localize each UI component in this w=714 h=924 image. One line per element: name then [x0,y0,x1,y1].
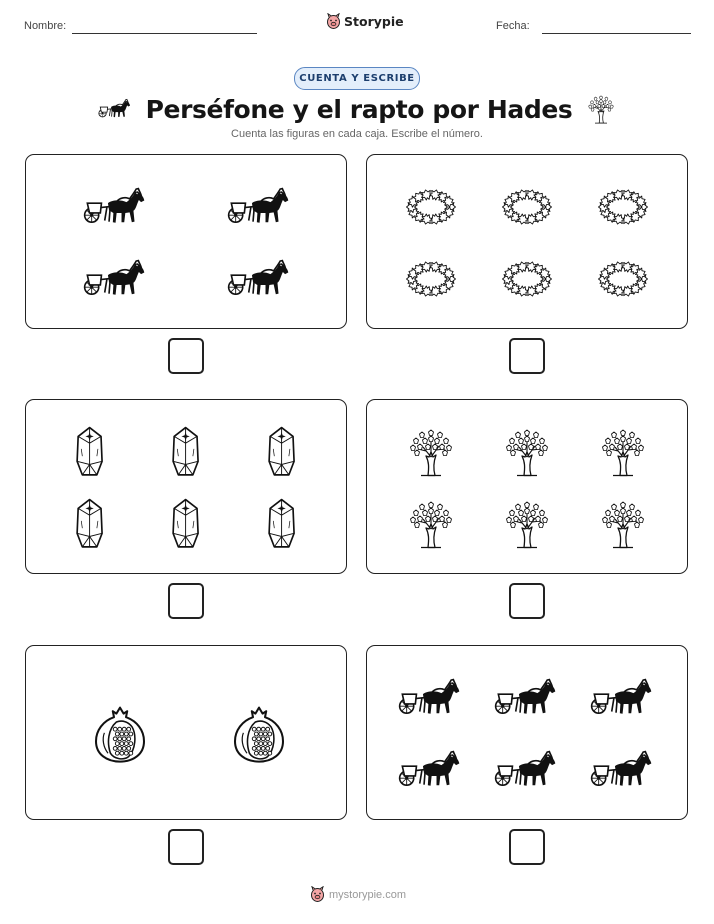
tree-icon [406,427,456,477]
page-title: Perséfone y el rapto por Hades [145,94,573,124]
crystal-icon [74,498,105,550]
pomegranate-icon [229,704,289,764]
answer-box-1[interactable] [168,338,204,374]
chariot-icon [590,679,655,717]
chariot-icon [83,260,148,298]
crystal-icon [170,498,201,550]
wreath-icon [502,259,552,299]
date-label: Fecha: [496,20,530,32]
chariot-icon [98,97,132,121]
footer [310,886,406,903]
chariot-icon [227,188,292,226]
chariot-icon [83,188,148,226]
tree-icon [502,499,552,549]
count-box-6 [366,645,688,820]
answer-box-5[interactable] [168,829,204,865]
wreath-icon [598,187,648,227]
pig-mascot-icon [310,886,325,903]
wreath-icon [598,259,648,299]
answer-box-6[interactable] [509,829,545,865]
date-input-line[interactable] [542,33,691,34]
brand-name: Storypie [344,14,404,29]
pomegranate-icon [90,704,150,764]
pig-mascot-icon [326,13,341,30]
chariot-icon [398,679,463,717]
chariot-icon [590,751,655,789]
title-row [0,91,714,127]
answer-box-2[interactable] [509,338,545,374]
count-box-2 [366,154,688,329]
wreath-icon [406,187,456,227]
tree-icon [598,499,648,549]
crystal-icon [170,426,201,478]
chariot-icon [494,751,559,789]
activity-badge: CUENTA Y ESCRIBE [294,67,420,90]
brand-logo [326,13,404,30]
crystal-icon [266,426,297,478]
tree-icon [406,499,456,549]
chariot-icon [398,751,463,789]
count-box-5 [25,645,347,820]
name-input-line[interactable] [72,33,257,34]
wreath-icon [406,259,456,299]
answer-box-4[interactable] [509,583,545,619]
name-label: Nombre: [24,20,67,32]
chariot-icon [227,260,292,298]
tree-icon [502,427,552,477]
tree-icon [586,94,616,124]
count-box-3 [25,399,347,574]
crystal-icon [266,498,297,550]
answer-box-3[interactable] [168,583,204,619]
instructions: Cuenta las figuras en cada caja. Escribe el número. [231,128,483,140]
wreath-icon [502,187,552,227]
tree-icon [598,427,648,477]
count-box-1 [25,154,347,329]
chariot-icon [494,679,559,717]
footer-url: mystorypie.com [329,888,407,901]
count-box-4 [366,399,688,574]
crystal-icon [74,426,105,478]
